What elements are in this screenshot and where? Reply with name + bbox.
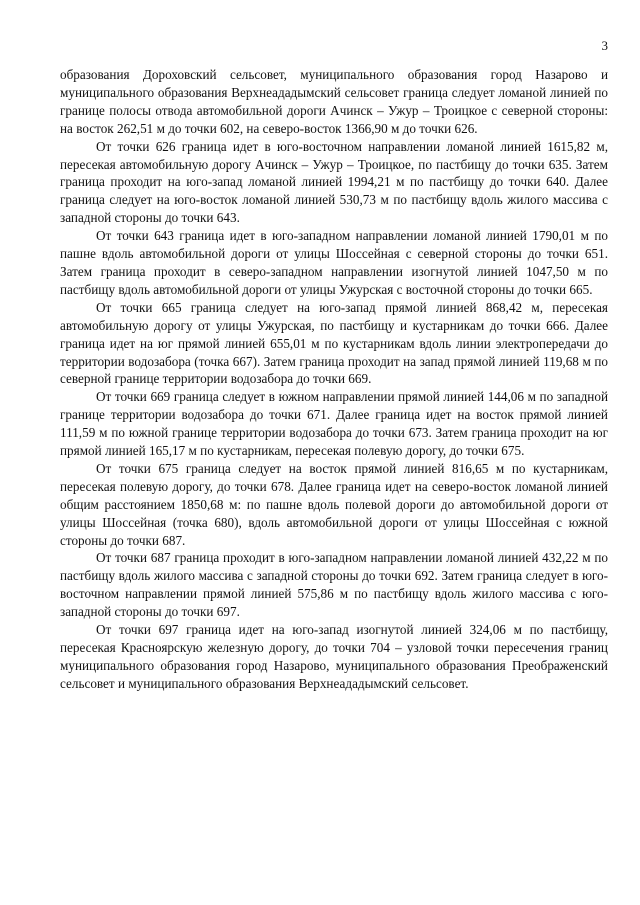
paragraph-point-697: От точки 697 граница идет на юго-запад изогнутой линией 324,06 м по пастбищу, пересекая Красноярскую железную дорогу, до точки 704 – узловой точки пересечения границ муниципального образования город Назарово, муниципального образования Преображенский сельсовет и муниципального образования Верхнеададымский сельсовет.: [60, 622, 608, 691]
page-number: 3: [601, 38, 608, 53]
paragraph-continuation: образования Дороховский сельсовет, муниципального образования город Назарово и муниципального образования Верхнеададымский сельсовет граница следует ломаной линией по границе полосы отвода автомобильной дороги Ачинск – Ужур – Троицкое с северной стороны: на восток 262,51 м до точки 602, на северо-восток 1366,90 м до точки 626.: [60, 67, 608, 136]
paragraph-point-665: От точки 665 граница следует на юго-запад прямой линией 868,42 м, пересекая автомобильную дорогу от улицы Ужурская, по пастбищу и кустарникам до точки 666. Далее граница идет на юг прямой линией 655,01 м по кустарникам вдоль линии электропередачи до территории водозабора (точка 667). Затем граница проходит на запад прямой линией 119,68 м по северной границе территории водозабора до точки 669.: [60, 299, 608, 387]
paragraph-point-675: От точки 675 граница следует на восток прямой линией 816,65 м по кустарникам, пересекая полевую дорогу, до точки 678. Далее граница идет на северо-восток ломаной линией общим расстоянием 1850,68 м: по пашне вдоль полевой дороги до автомобильной дороги от улицы Шоссейная (точка 680), вдоль автомобильной дороги от улицы Шоссейная с южной стороны до точки 687.: [60, 460, 608, 548]
paragraph-point-669: От точки 669 граница следует в южном направлении прямой линией 144,06 м по западной границе территории водозабора до точки 671. Далее граница идет на восток прямой линией 111,59 м по южной границе территории водозабора до точки 673. Затем граница проходит на юг прямой линией 165,17 м по кустарникам, пересекая полевую дорогу, до точки 675.: [60, 389, 608, 459]
paragraph-point-643: От точки 643 граница идет в юго-западном направлении ломаной линией 1790,01 м по пашне вдоль автомобильной дороги от улицы Шоссейная с северной стороны до точки 651. Затем граница проходит в северо-западном направлении изогнутой линией 1047,50 м по пастбищу вдоль автомобильной дороги от улицы Ужурская с восточной стороны до точки 665.: [60, 228, 608, 297]
paragraph-point-626: От точки 626 граница идет в юго-восточном направлении ломаной линией 1615,82 м, пересекая автомобильную дорогу Ачинск – Ужур – Троицкое, по пастбищу до точки 635. Затем граница проходит на юго-запад ломаной линией 1994,21 м по пастбищу до точки 640. Далее граница следует на юго-восток ломаной линией 530,73 м по пастбищу вдоль жилого массива с западной стороны до точки 643.: [60, 138, 608, 226]
paragraph-point-687: От точки 687 граница проходит в юго-западном направлении ломаной линией 432,22 м по пастбищу вдоль жилого массива с западной стороны до точки 692. Затем граница следует в юго-восточном направлении прямой линией 575,86 м по пастбищу вдоль жилого массива с юго-западной стороны до точки 697.: [60, 550, 608, 620]
document-body: [60, 66, 608, 693]
